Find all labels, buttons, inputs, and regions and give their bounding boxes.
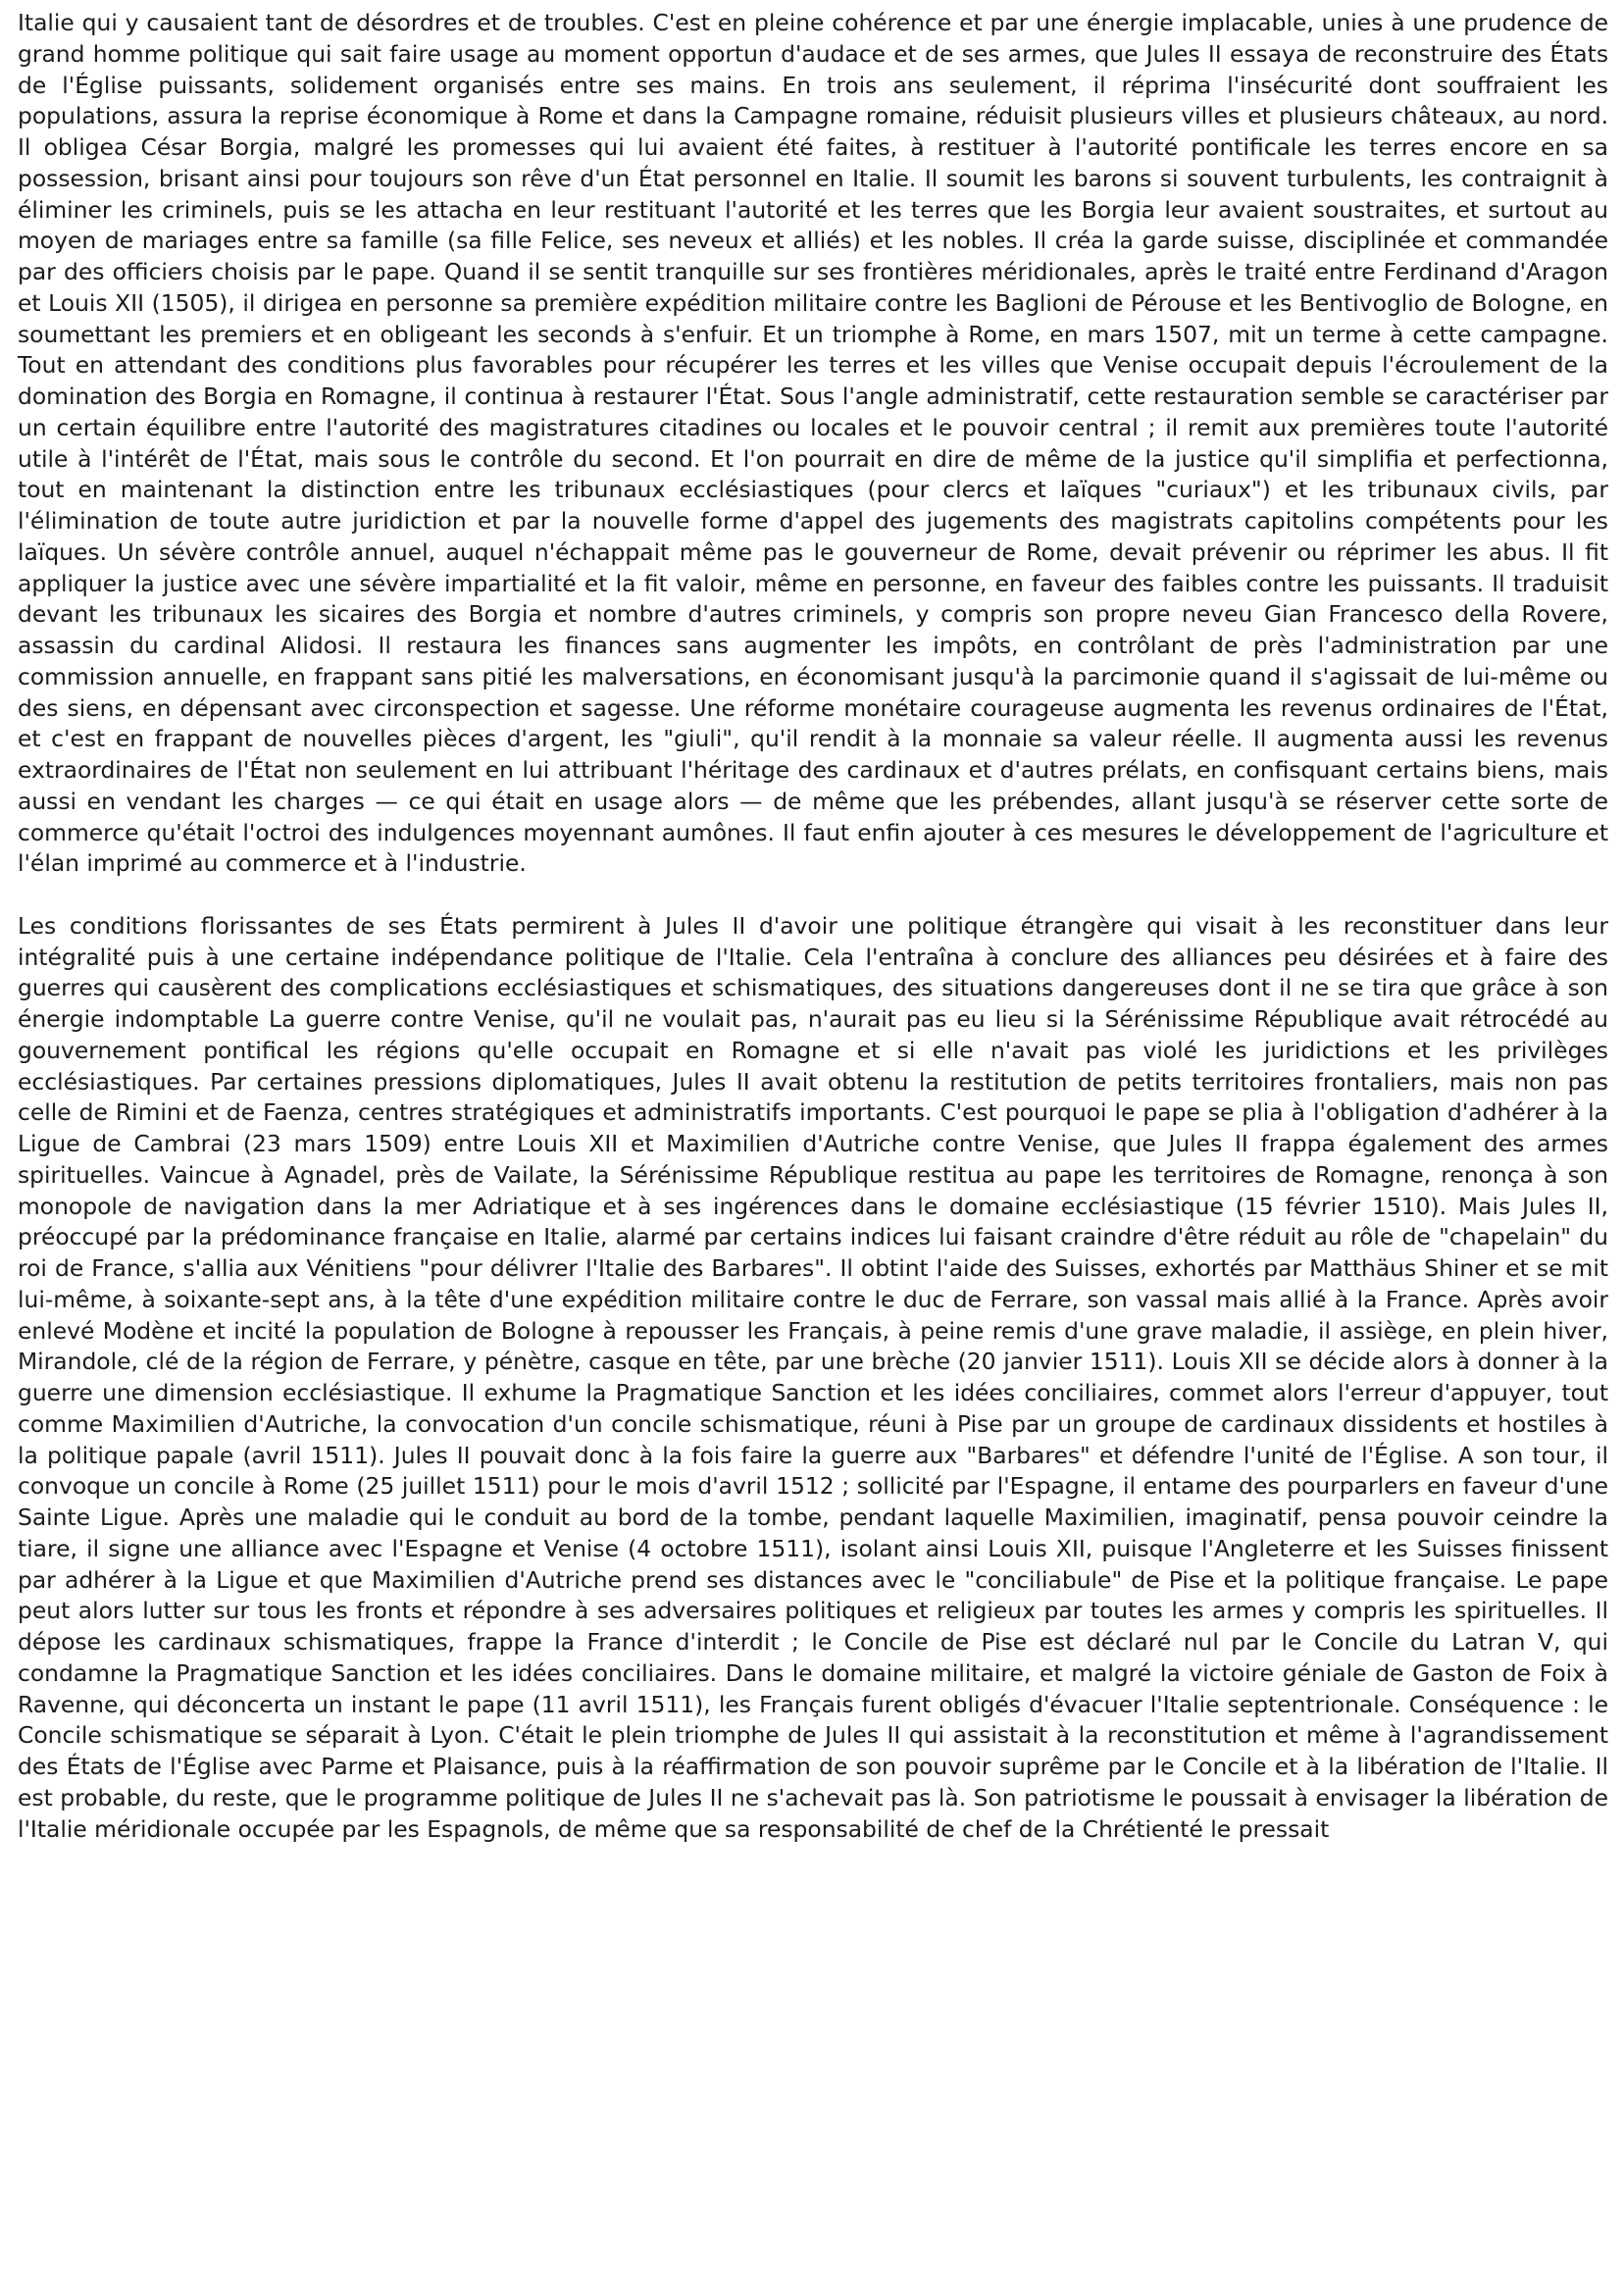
paragraph-1: Italie qui y causaient tant de désordres et de troubles. C'est en pleine cohérence et par une énergie implacable, unies à une prudence de grand homme politique qui sait faire usage au moment opportun d'audace et de ses armes, que Jules II essaya de reconstruire des États de l'Église puissants, solidement organisés entre ses mains. En trois ans seulement, il réprima l'insécurité dont souffraient les populations, assura la reprise économique à Rome et dans la Campagne romaine, réduisit plusieurs villes et plusieurs châteaux, au nord. Il obligea César Borgia, malgré les promesses qui lui avaient été faites, à restituer à l'autorité pontificale les terres encore en sa possession, brisant ainsi pour toujours son rêve d'un État personnel en Italie. Il soumit les barons si souvent turbulents, les contraignit à éliminer les criminels, puis se les attacha en leur restituant l'autorité et les terres que les Borgia leur avaient soustraites, et surtout au moyen de mariages entre sa famille (sa fille Felice, ses neveux et alliés) et les nobles. Il créa la garde suisse, disciplinée et commandée par des officiers choisis par le pape. Quand il se sentit tranquille sur ses frontières méridionales, après le traité entre Ferdinand d'Aragon et Louis XII (1505), il dirigea en personne sa première expédition militaire contre les Baglioni de Pérouse et les Bentivoglio de Bologne, en soumettant les premiers et en obligeant les seconds à s'enfuir. Et un triomphe à Rome, en mars 1507, mit un terme à cette campagne. Tout en attendant des conditions plus favorables pour récupérer les terres et les villes que Venise occupait depuis l'écroulement de la domination des Borgia en Romagne, il continua à restaurer l'État. Sous l'angle administratif, cette restauration semble se caractériser par un certain équilibre entre l'autorité des magistratures citadines ou locales et le pouvoir central ; il remit aux premières toute l'autorité utile à l'intérêt de l'État, mais sous le contrôle du second. Et l'on pourrait en dire de même de la justice qu'il simplifia et perfectionna, tout en maintenant la distinction entre les tribunaux ecclésiastiques (pour clercs et laïques "curiaux") et les tribunaux civils, par l'élimination de toute autre juridiction et par la nouvelle forme d'appel des jugements des magistrats capitolins compétents pour les laïques. Un sévère contrôle annuel, auquel n'échappait même pas le gouverneur de Rome, devait prévenir ou réprimer les abus. Il fit appliquer la justice avec une sévère impartialité et la fit valoir, même en personne, en faveur des faibles contre les puissants. Il traduisit devant les tribunaux les sicaires des Borgia et nombre d'autres criminels, y compris son propre neveu Gian Francesco della Rovere, assassin du cardinal Alidosi. Il restaura les finances sans augmenter les impôts, en contrôlant de près l'administration par une commission annuelle, en frappant sans pitié les malversations, en économisant jusqu'à la parcimonie quand il s'agissait de lui-même ou des siens, en dépensant avec circonspection et sagesse. Une réforme monétaire courageuse augmenta les revenus ordinaires de l'État, et c'est en frappant de nouvelles pièces d'argent, les "giuli", qu'il rendit à la monnaie sa valeur réelle. Il augmenta aussi les revenus extraordinaires de l'État non seulement en lui attribuant l'héritage des cardinaux et d'autres prélats, en confisquant certains biens, mais aussi en vendant les charges — ce qui était en usage alors — de même que les prébendes, allant jusqu'à se réserver cette sorte de commerce qu'était l'octroi des indulgences moyennant aumônes. Il faut enfin ajouter à ces mesures le développement de l'agriculture et l'élan imprimé au commerce et à l'industrie.: [18, 9, 1608, 878]
document-body: [18, 8, 1608, 1845]
paragraph-2: Les conditions florissantes de ses États permirent à Jules II d'avoir une politique étrangère qui visait à les reconstituer dans leur intégralité puis à une certaine indépendance politique de l'Italie. Cela l'entraîna à conclure des alliances peu désirées et à faire des guerres qui causèrent des complications ecclésiastiques et schismatiques, des situations dangereuses dont il ne se tira que grâce à son énergie indomptable La guerre contre Venise, qu'il ne voulait pas, n'aurait pas eu lieu si la Sérénissime République avait rétrocédé au gouvernement pontifical les régions qu'elle occupait en Romagne et si elle n'avait pas violé les juridictions et les privilèges ecclésiastiques. Par certaines pressions diplomatiques, Jules II avait obtenu la restitution de petits territoires frontaliers, mais non pas celle de Rimini et de Faenza, centres stratégiques et administratifs importants. C'est pourquoi le pape se plia à l'obligation d'adhérer à la Ligue de Cambrai (23 mars 1509) entre Louis XII et Maximilien d'Autriche contre Venise, que Jules II frappa également des armes spirituelles. Vaincue à Agnadel, près de Vailate, la Sérénissime République restitua au pape les territoires de Romagne, renonça à son monopole de navigation dans la mer Adriatique et à ses ingérences dans le domaine ecclésiastique (15 février 1510). Mais Jules II, préoccupé par la prédominance française en Italie, alarmé par certains indices lui faisant craindre d'être réduit au rôle de "chapelain" du roi de France, s'allia aux Vénitiens "pour délivrer l'Italie des Barbares". Il obtint l'aide des Suisses, exhortés par Matthäus Shiner et se mit lui-même, à soixante-sept ans, à la tête d'une expédition militaire contre le duc de Ferrare, son vassal mais allié à la France. Après avoir enlevé Modène et incité la population de Bologne à repousser les Français, à peine remis d'une grave maladie, il assiège, en plein hiver, Mirandole, clé de la région de Ferrare, y pénètre, casque en tête, par une brèche (20 janvier 1511). Louis XII se décide alors à donner à la guerre une dimension ecclésiastique. Il exhume la Pragmatique Sanction et les idées conciliaires, commet alors l'erreur d'appuyer, tout comme Maximilien d'Autriche, la convocation d'un concile schismatique, réuni à Pise par un groupe de cardinaux dissidents et hostiles à la politique papale (avril 1511). Jules II pouvait donc à la fois faire la guerre aux "Barbares" et défendre l'unité de l'Église. A son tour, il convoque un concile à Rome (25 juillet 1511) pour le mois d'avril 1512 ; sollicité par l'Espagne, il entame des pourparlers en faveur d'une Sainte Ligue. Après une maladie qui le conduit au bord de la tombe, pendant laquelle Maximilien, imaginatif, pensa pouvoir ceindre la tiare, il signe une alliance avec l'Espagne et Venise (4 octobre 1511), isolant ainsi Louis XII, puisque l'Angleterre et les Suisses finissent par adhérer à la Ligue et que Maximilien d'Autriche prend ses distances avec le "conciliabule" de Pise et la politique française. Le pape peut alors lutter sur tous les fronts et répondre à ses adversaires politiques et religieux par toutes les armes y compris les spirituelles. Il dépose les cardinaux schismatiques, frappe la France d'interdit ; le Concile de Pise est déclaré nul par le Concile du Latran V, qui condamne la Pragmatique Sanction et les idées conciliaires. Dans le domaine militaire, et malgré la victoire géniale de Gaston de Foix à Ravenne, qui déconcerta un instant le pape (11 avril 1511), les Français furent obligés d'évacuer l'Italie septentrionale. Conséquence : le Concile schismatique se séparait à Lyon. C'était le plein triomphe de Jules II qui assistait à la reconstitution et même à l'agrandissement des États de l'Église avec Parme et Plaisance, puis à la réaffirmation de son pouvoir suprême par le Concile et à la libération de l'Italie. Il est probable, du reste, que le programme politique de Jules II ne s'achevait pas là. Son patriotisme le poussait à envisager la libération de l'Italie méridionale occupée par les Espagnols, de même que sa responsabilité de chef de la Chrétienté le pressait: [18, 911, 1608, 1843]
